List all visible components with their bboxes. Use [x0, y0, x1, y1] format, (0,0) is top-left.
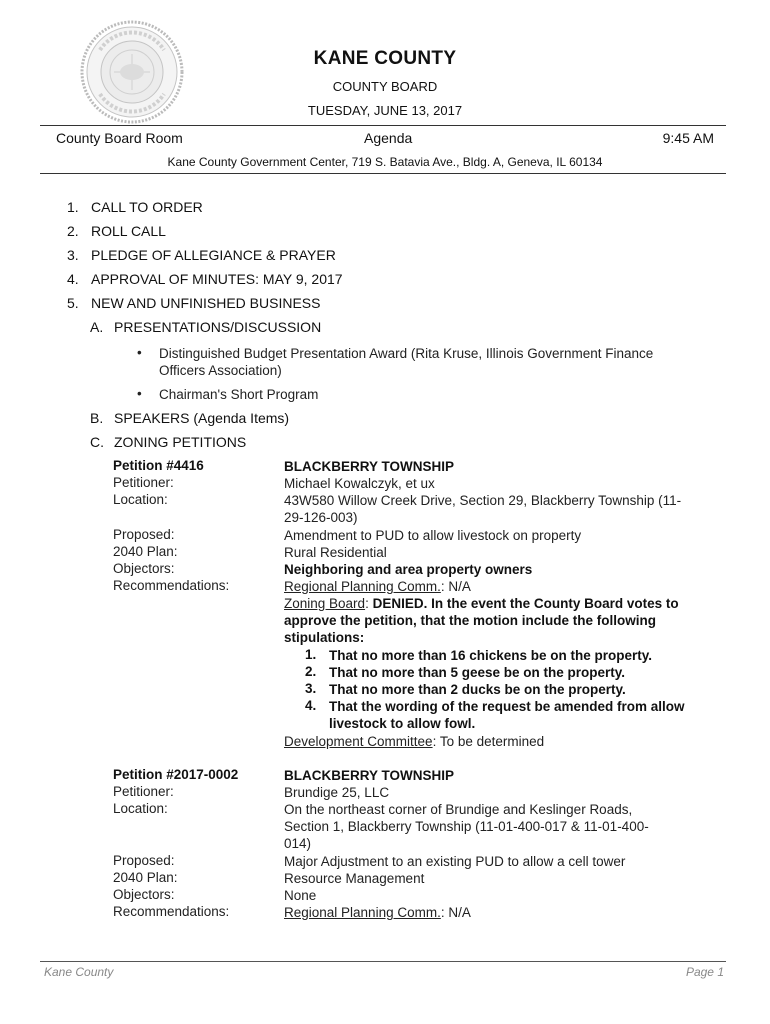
petitioner-label: Petitioner: [113, 784, 174, 799]
plan-value: Resource Management [284, 871, 425, 886]
petitioner-value: Brundige 25, LLC [284, 785, 390, 800]
location-label: Location: [113, 801, 168, 816]
meeting-room: County Board Room [56, 130, 183, 146]
zoning-board-recommendation: Zoning Board: DENIED. In the event the County Board votes to approve the petition, that the motion include the following stipulations: [284, 596, 679, 645]
regional-planning-recommendation: Regional Planning Comm.: N/A [284, 579, 471, 594]
petition-number: Petition #4416 [113, 458, 204, 473]
recommendations-label: Recommendations: [113, 904, 230, 919]
proposed-value: Major Adjustment to an existing PUD to allow a cell tower [284, 854, 626, 869]
proposed-label: Proposed: [113, 527, 175, 542]
board-name: COUNTY BOARD [332, 79, 438, 94]
objectors-label: Objectors: [113, 561, 175, 576]
document-title: KANE COUNTY [313, 48, 457, 69]
header-rule-top [40, 125, 726, 126]
recommendations-label: Recommendations: [113, 578, 230, 593]
footer-rule [40, 961, 726, 962]
petition-number: Petition #2017-0002 [113, 767, 239, 782]
location-value: On the northeast corner of Brundige and Keslinger Roads, Section 1, Blackberry Township (11-01-400-017 & 11-01-400-014) [284, 802, 649, 851]
meeting-date: TUESDAY, JUNE 13, 2017 [307, 103, 463, 118]
location-value: 43W580 Willow Creek Drive, Section 29, Blackberry Township (11-29-126-003) [284, 493, 682, 525]
footer-county: Kane County [44, 965, 114, 979]
page-number: Page 1 [685, 965, 724, 979]
petitioner-value: Michael Kowalczyk, et ux [284, 476, 435, 491]
plan-value: Rural Residential [284, 545, 387, 560]
regional-planning-recommendation: Regional Planning Comm.: N/A [284, 905, 471, 920]
proposed-value: Amendment to PUD to allow livestock on property [284, 528, 582, 543]
header-rule-bottom [40, 173, 726, 174]
plan-label: 2040 Plan: [113, 870, 178, 885]
objectors-value: Neighboring and area property owners [284, 562, 533, 577]
plan-label: 2040 Plan: [113, 544, 178, 559]
petition-township: BLACKBERRY TOWNSHIP [284, 459, 455, 474]
objectors-value: None [284, 888, 317, 903]
location-label: Location: [113, 492, 168, 507]
petitioner-label: Petitioner: [113, 475, 174, 490]
document-type: Agenda [364, 130, 413, 146]
objectors-label: Objectors: [113, 887, 175, 902]
meeting-time: 9:45 AM [662, 130, 714, 146]
petition-township: BLACKBERRY TOWNSHIP [284, 768, 455, 783]
meeting-address: Kane County Government Center, 719 S. Batavia Ave., Bldg. A, Geneva, IL 60134 [167, 155, 603, 169]
proposed-label: Proposed: [113, 853, 175, 868]
development-committee-recommendation: Development Committee: To be determined [284, 734, 545, 749]
